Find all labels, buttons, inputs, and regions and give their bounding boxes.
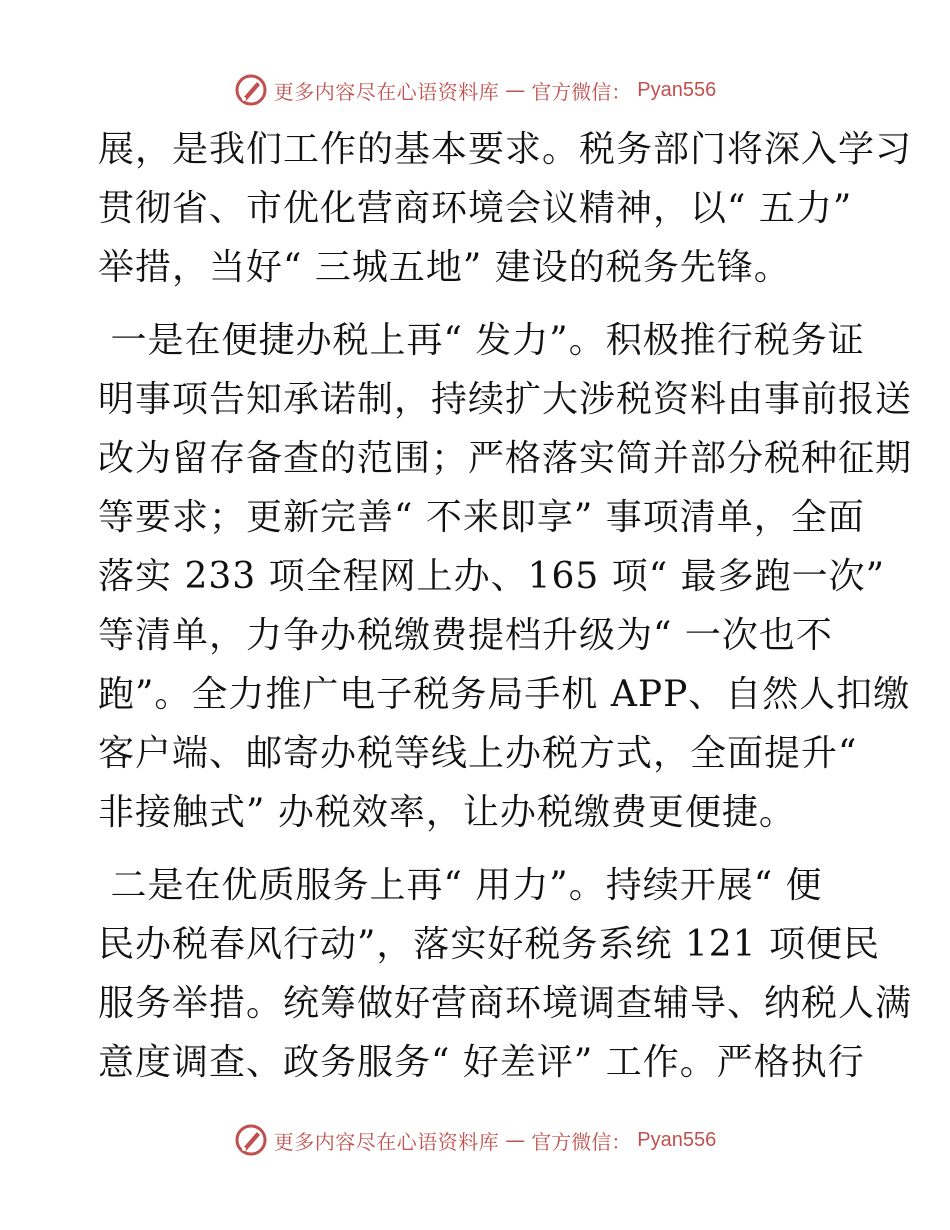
document-body <box>98 120 913 1092</box>
text-line: 等清单，力争办税缴费提档升级为“ 一次也不 <box>98 615 833 656</box>
text-line: 非接触式” 办税效率，让办税缴费更便捷。 <box>98 792 796 833</box>
text-line: 一是在便捷办税上再“ 发力”。积极推行税务证 <box>98 320 865 361</box>
paragraph <box>98 311 913 842</box>
text-line: 落实 233 项全程网上办、165 项“ 最多跑一次” <box>98 556 886 597</box>
paragraph <box>98 856 913 1092</box>
text-line: 跑”。全力推广电子税务局手机 APP、自然人扣缴 <box>98 674 911 715</box>
text-line: 二是在优质服务上再“ 用力”。持续开展“ 便 <box>98 865 823 906</box>
banner-wechat-label: 官方微信： <box>531 79 632 104</box>
banner-separator: — <box>505 1128 526 1152</box>
text-line: 民办税春风行动”，落实好税务系统 121 项便民 <box>98 924 881 965</box>
banner-wechat-id: Pyan556 <box>637 78 717 101</box>
banner-title: 更多内容尽在心语资料库 <box>273 1129 500 1154</box>
text-line: 客户端、邮寄办税等线上办税方式，全面提升“ <box>98 733 858 774</box>
paragraph <box>98 120 913 297</box>
banner-wechat-id: Pyan556 <box>637 1128 717 1151</box>
pen-logo-icon <box>234 1123 268 1157</box>
banner-wechat-label: 官方微信： <box>531 1129 632 1154</box>
pen-logo-icon <box>234 73 268 107</box>
text-line: 服务举措。统筹做好营商环境调查辅导、纳税人满 <box>98 983 913 1024</box>
text-line: 改为留存备查的范围；严格落实简并部分税种征期 <box>98 438 913 479</box>
banner-separator: — <box>505 78 526 102</box>
text-line: 明事项告知承诺制，持续扩大涉税资料由事前报送 <box>98 379 913 420</box>
text-line: 等要求；更新完善“ 不来即享” 事项清单，全面 <box>98 497 865 538</box>
footer-banner <box>0 1120 950 1160</box>
text-line: 举措，当好“ 三城五地” 建设的税务先锋。 <box>98 247 791 288</box>
text-line: 贯彻省、市优化营商环境会议精神，以“ 五力” <box>98 188 853 229</box>
banner-title: 更多内容尽在心语资料库 <box>273 79 500 104</box>
text-line: 意度调查、政务服务“ 好差评” 工作。严格执行 <box>98 1042 865 1083</box>
header-banner <box>0 70 950 110</box>
text-line: 展，是我们工作的基本要求。税务部门将深入学习 <box>98 129 913 170</box>
